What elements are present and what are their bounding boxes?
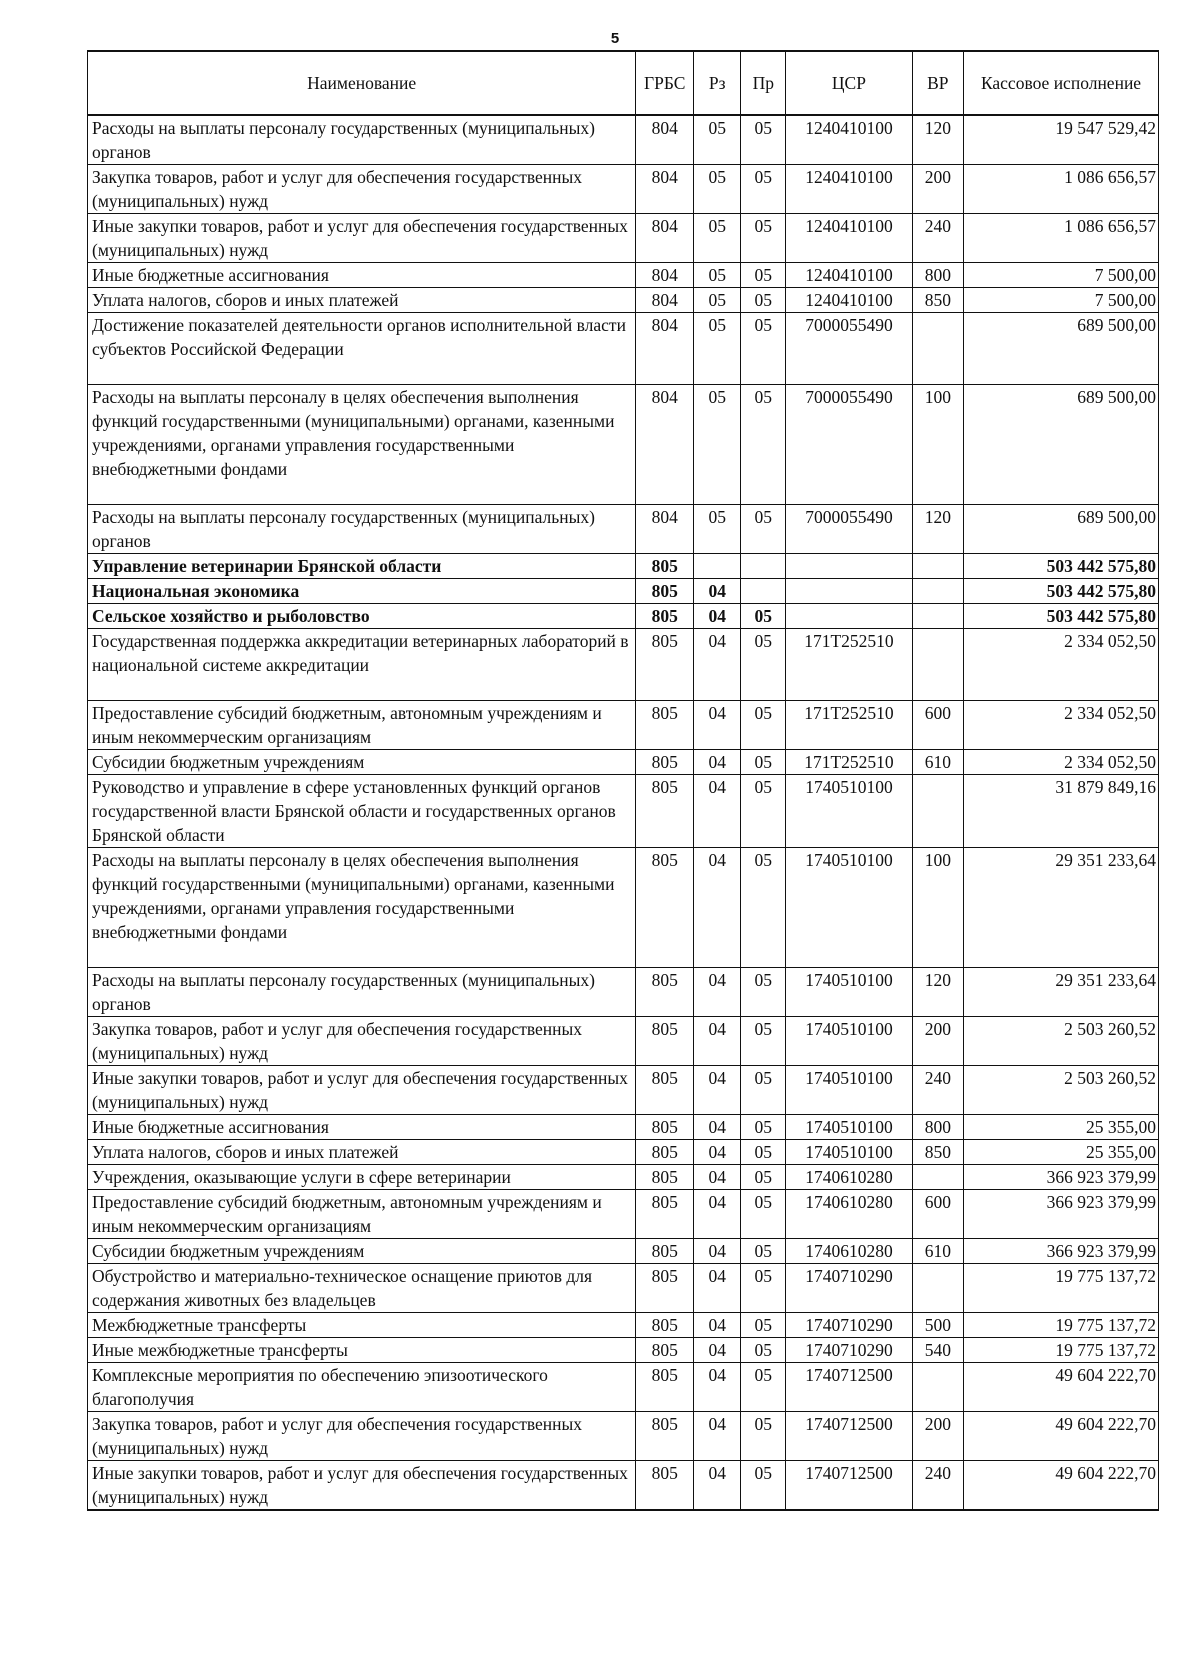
table-row (88, 1461, 1159, 1511)
cell-csr: 1740610280 (786, 1239, 912, 1264)
table-row (88, 848, 1159, 968)
cell-name: Иные закупки товаров, работ и услуг для обеспечения государственных (муниципальных) нужд (88, 1066, 636, 1115)
cell-csr: 1740710290 (786, 1264, 912, 1313)
cell-grbs: 805 (636, 1165, 694, 1190)
cell-vr (912, 604, 963, 629)
cell-rz: 04 (694, 1165, 741, 1190)
cell-grbs: 804 (636, 288, 694, 313)
cell-pr: 05 (741, 1190, 786, 1239)
cell-csr (786, 579, 912, 604)
table-row (88, 1066, 1159, 1115)
table-row (88, 115, 1159, 165)
table-row (88, 579, 1159, 604)
cell-csr: 7000055490 (786, 313, 912, 385)
cell-vr: 600 (912, 1190, 963, 1239)
cell-rz: 04 (694, 1461, 741, 1511)
cell-amount: 29 351 233,64 (964, 968, 1159, 1017)
cell-rz: 05 (694, 115, 741, 165)
cell-vr (912, 1264, 963, 1313)
cell-vr: 600 (912, 701, 963, 750)
cell-vr: 850 (912, 1140, 963, 1165)
cell-csr: 7000055490 (786, 505, 912, 554)
cell-grbs: 805 (636, 1190, 694, 1239)
cell-vr: 850 (912, 288, 963, 313)
cell-name: Расходы на выплаты персоналу государственных (муниципальных) органов (88, 505, 636, 554)
cell-amount: 503 442 575,80 (964, 579, 1159, 604)
cell-rz: 04 (694, 775, 741, 848)
table-row (88, 1363, 1159, 1412)
table-header-row (88, 51, 1159, 115)
cell-name: Национальная экономика (88, 579, 636, 604)
cell-pr: 05 (741, 604, 786, 629)
cell-pr: 05 (741, 385, 786, 505)
cell-rz: 04 (694, 604, 741, 629)
cell-amount: 503 442 575,80 (964, 604, 1159, 629)
cell-rz: 04 (694, 1017, 741, 1066)
cell-csr: 1240410100 (786, 214, 912, 263)
table-row (88, 1165, 1159, 1190)
cell-amount: 366 923 379,99 (964, 1239, 1159, 1264)
cell-grbs: 805 (636, 1140, 694, 1165)
cell-csr: 1740610280 (786, 1165, 912, 1190)
column-header-rz: Рз (694, 51, 741, 115)
cell-grbs: 804 (636, 385, 694, 505)
cell-grbs: 804 (636, 214, 694, 263)
cell-rz (694, 554, 741, 579)
cell-rz: 04 (694, 1264, 741, 1313)
cell-pr: 05 (741, 1461, 786, 1511)
cell-amount: 689 500,00 (964, 313, 1159, 385)
cell-amount: 31 879 849,16 (964, 775, 1159, 848)
cell-name: Руководство и управление в сфере установленных функций органов государственной власти Брянской области и государственных органов Брянской области (88, 775, 636, 848)
cell-name: Иные бюджетные ассигнования (88, 1115, 636, 1140)
table-row (88, 750, 1159, 775)
cell-rz: 05 (694, 288, 741, 313)
cell-csr (786, 604, 912, 629)
cell-grbs: 805 (636, 604, 694, 629)
cell-pr: 05 (741, 968, 786, 1017)
cell-rz: 05 (694, 165, 741, 214)
column-header-csr: ЦСР (786, 51, 912, 115)
cell-csr: 1740510100 (786, 1140, 912, 1165)
cell-name: Уплата налогов, сборов и иных платежей (88, 1140, 636, 1165)
cell-grbs: 805 (636, 629, 694, 701)
cell-name: Субсидии бюджетным учреждениям (88, 750, 636, 775)
cell-name: Сельское хозяйство и рыболовство (88, 604, 636, 629)
cell-amount: 1 086 656,57 (964, 214, 1159, 263)
cell-vr (912, 775, 963, 848)
cell-rz: 04 (694, 1190, 741, 1239)
cell-grbs: 805 (636, 750, 694, 775)
column-header-vr: ВР (912, 51, 963, 115)
cell-vr: 610 (912, 1239, 963, 1264)
page-number: 5 (610, 30, 620, 47)
cell-amount: 689 500,00 (964, 505, 1159, 554)
cell-rz: 04 (694, 1115, 741, 1140)
cell-vr: 500 (912, 1313, 963, 1338)
cell-name: Достижение показателей деятельности органов исполнительной власти субъектов Российской Федерации (88, 313, 636, 385)
cell-pr (741, 579, 786, 604)
cell-pr: 05 (741, 1313, 786, 1338)
column-header-name: Наименование (88, 51, 636, 115)
table-row (88, 263, 1159, 288)
table-row (88, 505, 1159, 554)
cell-pr: 05 (741, 505, 786, 554)
cell-name: Предоставление субсидий бюджетным, автономным учреждениям и иным некоммерческим организациям (88, 1190, 636, 1239)
cell-rz: 05 (694, 505, 741, 554)
cell-vr: 610 (912, 750, 963, 775)
cell-grbs: 805 (636, 579, 694, 604)
cell-csr: 1740510100 (786, 1017, 912, 1066)
cell-grbs: 805 (636, 848, 694, 968)
cell-rz: 05 (694, 214, 741, 263)
table-row (88, 1239, 1159, 1264)
cell-vr (912, 313, 963, 385)
cell-csr: 1740510100 (786, 848, 912, 968)
cell-pr: 05 (741, 1338, 786, 1363)
cell-name: Обустройство и материально-техническое оснащение приютов для содержания животных без владельцев (88, 1264, 636, 1313)
cell-amount: 2 503 260,52 (964, 1066, 1159, 1115)
cell-vr: 240 (912, 1461, 963, 1511)
cell-csr: 1240410100 (786, 263, 912, 288)
cell-csr: 1240410100 (786, 115, 912, 165)
cell-name: Иные межбюджетные трансферты (88, 1338, 636, 1363)
column-header-amount: Кассовое исполнение (964, 51, 1159, 115)
cell-rz: 04 (694, 848, 741, 968)
cell-grbs: 805 (636, 1264, 694, 1313)
budget-execution-table (87, 50, 1159, 1511)
cell-pr: 05 (741, 263, 786, 288)
cell-pr: 05 (741, 848, 786, 968)
table-row (88, 1115, 1159, 1140)
cell-name: Управление ветеринарии Брянской области (88, 554, 636, 579)
cell-name: Расходы на выплаты персоналу в целях обеспечения выполнения функций государственными (муниципальными) органами, казенными учреждениями, органами управления государственными внебюджетными фондами (88, 385, 636, 505)
cell-vr: 240 (912, 214, 963, 263)
cell-grbs: 805 (636, 1363, 694, 1412)
cell-name: Субсидии бюджетным учреждениям (88, 1239, 636, 1264)
cell-amount: 2 334 052,50 (964, 701, 1159, 750)
cell-rz: 04 (694, 1313, 741, 1338)
cell-csr: 1740510100 (786, 1066, 912, 1115)
table-row (88, 288, 1159, 313)
table-row (88, 775, 1159, 848)
cell-name: Иные закупки товаров, работ и услуг для обеспечения государственных (муниципальных) нужд (88, 214, 636, 263)
cell-csr: 171T252510 (786, 750, 912, 775)
cell-amount: 25 355,00 (964, 1115, 1159, 1140)
cell-name: Государственная поддержка аккредитации ветеринарных лабораторий в национальной системе аккредитации (88, 629, 636, 701)
cell-csr: 7000055490 (786, 385, 912, 505)
cell-csr: 171T252510 (786, 629, 912, 701)
cell-pr: 05 (741, 288, 786, 313)
cell-csr (786, 554, 912, 579)
cell-amount: 19 775 137,72 (964, 1338, 1159, 1363)
cell-csr: 1240410100 (786, 288, 912, 313)
cell-rz: 05 (694, 313, 741, 385)
table-row (88, 1313, 1159, 1338)
cell-grbs: 805 (636, 1313, 694, 1338)
cell-name: Уплата налогов, сборов и иных платежей (88, 288, 636, 313)
cell-vr: 100 (912, 848, 963, 968)
cell-vr: 200 (912, 1017, 963, 1066)
table-row (88, 214, 1159, 263)
cell-rz: 04 (694, 750, 741, 775)
cell-rz: 05 (694, 385, 741, 505)
cell-pr: 05 (741, 775, 786, 848)
column-header-grbs: ГРБС (636, 51, 694, 115)
cell-csr: 1740510100 (786, 775, 912, 848)
cell-rz: 04 (694, 701, 741, 750)
cell-grbs: 805 (636, 1115, 694, 1140)
cell-pr: 05 (741, 165, 786, 214)
cell-grbs: 804 (636, 115, 694, 165)
cell-name: Расходы на выплаты персоналу государственных (муниципальных) органов (88, 968, 636, 1017)
cell-name: Межбюджетные трансферты (88, 1313, 636, 1338)
cell-vr: 800 (912, 263, 963, 288)
cell-grbs: 805 (636, 1017, 694, 1066)
cell-vr: 540 (912, 1338, 963, 1363)
cell-amount: 2 503 260,52 (964, 1017, 1159, 1066)
cell-vr (912, 1363, 963, 1412)
table-row (88, 313, 1159, 385)
cell-rz: 04 (694, 1412, 741, 1461)
cell-vr: 200 (912, 165, 963, 214)
table-row (88, 629, 1159, 701)
cell-grbs: 805 (636, 1412, 694, 1461)
cell-pr: 05 (741, 701, 786, 750)
cell-vr: 120 (912, 968, 963, 1017)
cell-amount: 49 604 222,70 (964, 1461, 1159, 1511)
cell-amount: 2 334 052,50 (964, 750, 1159, 775)
cell-vr: 200 (912, 1412, 963, 1461)
table-row (88, 385, 1159, 505)
cell-csr: 1740710290 (786, 1338, 912, 1363)
cell-csr: 1740510100 (786, 1115, 912, 1140)
cell-grbs: 805 (636, 1461, 694, 1511)
cell-name: Расходы на выплаты персоналу в целях обеспечения выполнения функций государственными (муниципальными) органами, казенными учреждениями, органами управления государственными внебюджетными фондами (88, 848, 636, 968)
table-row (88, 968, 1159, 1017)
cell-pr: 05 (741, 1017, 786, 1066)
table-row (88, 604, 1159, 629)
cell-pr (741, 554, 786, 579)
cell-amount: 29 351 233,64 (964, 848, 1159, 968)
cell-amount: 19 547 529,42 (964, 115, 1159, 165)
cell-grbs: 804 (636, 263, 694, 288)
cell-amount: 49 604 222,70 (964, 1412, 1159, 1461)
cell-name: Закупка товаров, работ и услуг для обеспечения государственных (муниципальных) нужд (88, 1017, 636, 1066)
cell-name: Предоставление субсидий бюджетным, автономным учреждениям и иным некоммерческим организациям (88, 701, 636, 750)
cell-grbs: 805 (636, 775, 694, 848)
cell-csr: 1740712500 (786, 1412, 912, 1461)
cell-pr: 05 (741, 1363, 786, 1412)
table-row (88, 165, 1159, 214)
cell-name: Комплексные мероприятия по обеспечению эпизоотического благополучия (88, 1363, 636, 1412)
cell-amount: 49 604 222,70 (964, 1363, 1159, 1412)
cell-csr: 1240410100 (786, 165, 912, 214)
cell-csr: 1740610280 (786, 1190, 912, 1239)
cell-amount: 689 500,00 (964, 385, 1159, 505)
cell-grbs: 804 (636, 313, 694, 385)
cell-vr: 800 (912, 1115, 963, 1140)
cell-grbs: 805 (636, 1338, 694, 1363)
cell-pr: 05 (741, 1066, 786, 1115)
cell-amount: 366 923 379,99 (964, 1190, 1159, 1239)
cell-pr: 05 (741, 1264, 786, 1313)
cell-pr: 05 (741, 1115, 786, 1140)
cell-vr: 120 (912, 505, 963, 554)
cell-vr: 240 (912, 1066, 963, 1115)
cell-name: Расходы на выплаты персоналу государственных (муниципальных) органов (88, 115, 636, 165)
column-header-pr: Пр (741, 51, 786, 115)
cell-amount: 503 442 575,80 (964, 554, 1159, 579)
cell-pr: 05 (741, 629, 786, 701)
cell-amount: 366 923 379,99 (964, 1165, 1159, 1190)
cell-vr (912, 1165, 963, 1190)
cell-amount: 19 775 137,72 (964, 1313, 1159, 1338)
cell-grbs: 804 (636, 505, 694, 554)
table-row (88, 1264, 1159, 1313)
cell-name: Иные закупки товаров, работ и услуг для обеспечения государственных (муниципальных) нужд (88, 1461, 636, 1511)
cell-pr: 05 (741, 214, 786, 263)
cell-grbs: 805 (636, 968, 694, 1017)
cell-amount: 7 500,00 (964, 263, 1159, 288)
cell-name: Закупка товаров, работ и услуг для обеспечения государственных (муниципальных) нужд (88, 165, 636, 214)
cell-rz: 04 (694, 968, 741, 1017)
cell-csr: 1740510100 (786, 968, 912, 1017)
cell-amount: 19 775 137,72 (964, 1264, 1159, 1313)
cell-vr (912, 579, 963, 604)
table-row (88, 1190, 1159, 1239)
cell-pr: 05 (741, 750, 786, 775)
cell-pr: 05 (741, 1239, 786, 1264)
cell-rz: 04 (694, 1338, 741, 1363)
cell-vr (912, 629, 963, 701)
cell-amount: 25 355,00 (964, 1140, 1159, 1165)
cell-grbs: 805 (636, 1239, 694, 1264)
table-row (88, 701, 1159, 750)
cell-grbs: 805 (636, 1066, 694, 1115)
cell-amount: 1 086 656,57 (964, 165, 1159, 214)
table-row (88, 1338, 1159, 1363)
table-body (88, 115, 1159, 1510)
cell-vr: 120 (912, 115, 963, 165)
cell-grbs: 805 (636, 701, 694, 750)
table-row (88, 554, 1159, 579)
cell-pr: 05 (741, 1412, 786, 1461)
cell-vr: 100 (912, 385, 963, 505)
cell-pr: 05 (741, 313, 786, 385)
cell-amount: 2 334 052,50 (964, 629, 1159, 701)
cell-rz: 04 (694, 1239, 741, 1264)
cell-pr: 05 (741, 1165, 786, 1190)
table-row (88, 1412, 1159, 1461)
cell-rz: 04 (694, 579, 741, 604)
cell-grbs: 805 (636, 554, 694, 579)
cell-csr: 171T252510 (786, 701, 912, 750)
cell-name: Закупка товаров, работ и услуг для обеспечения государственных (муниципальных) нужд (88, 1412, 636, 1461)
table-row (88, 1140, 1159, 1165)
cell-rz: 04 (694, 629, 741, 701)
cell-rz: 04 (694, 1066, 741, 1115)
cell-name: Иные бюджетные ассигнования (88, 263, 636, 288)
cell-amount: 7 500,00 (964, 288, 1159, 313)
cell-vr (912, 554, 963, 579)
cell-rz: 04 (694, 1140, 741, 1165)
cell-rz: 04 (694, 1363, 741, 1412)
cell-csr: 1740712500 (786, 1363, 912, 1412)
cell-csr: 1740712500 (786, 1461, 912, 1511)
cell-pr: 05 (741, 1140, 786, 1165)
cell-grbs: 804 (636, 165, 694, 214)
cell-csr: 1740710290 (786, 1313, 912, 1338)
table-row (88, 1017, 1159, 1066)
cell-pr: 05 (741, 115, 786, 165)
cell-rz: 05 (694, 263, 741, 288)
cell-name: Учреждения, оказывающие услуги в сфере ветеринарии (88, 1165, 636, 1190)
